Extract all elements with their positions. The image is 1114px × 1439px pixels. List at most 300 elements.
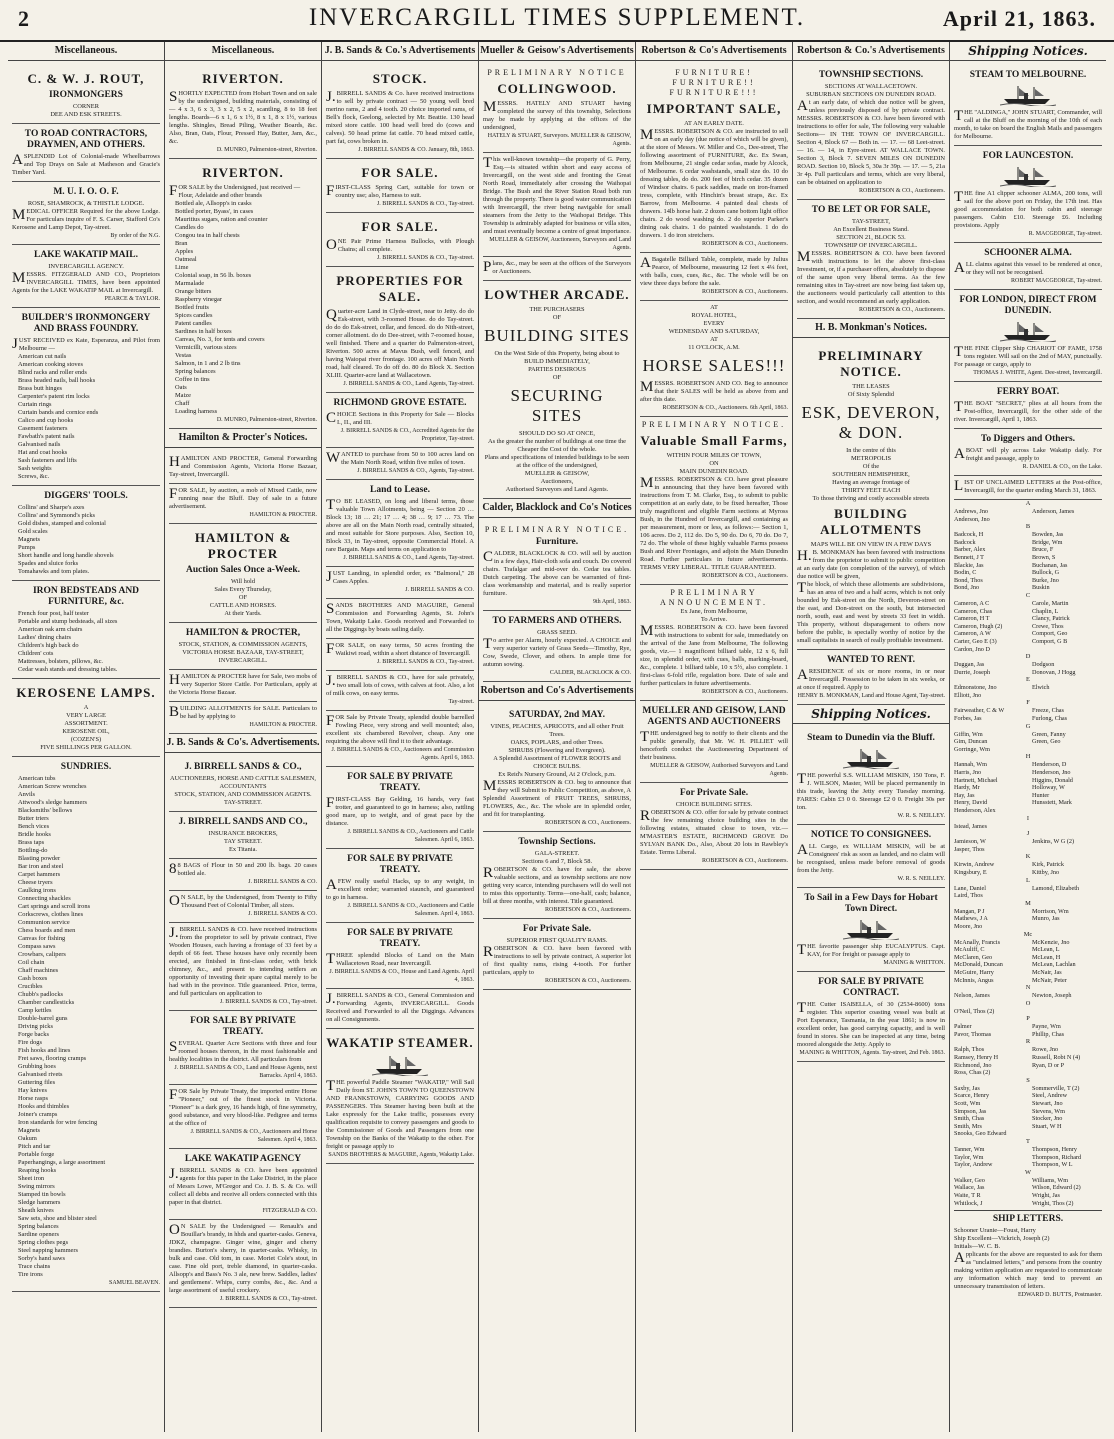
letter-group-heading: F (1026, 699, 1030, 707)
list-item: Mattresses, bolsters, pillows, &c. (18, 658, 104, 665)
ad-body: 88 BAGS of Flour in 50 and 200 lb. bags. 20 cases bottled ale. (169, 861, 317, 877)
addressee-name: Wright, Jas (1032, 1191, 1060, 1199)
letter-name-row (954, 623, 1102, 631)
ad-kicker: PRELIMINARY NOTICE. (641, 420, 787, 429)
letter-name-row (954, 554, 1102, 562)
ad-signature: J. BIRRELL SANDS & CO., Land Agents, Tay-street. (343, 381, 474, 387)
ad-subline: ASSORTMENT. (64, 720, 108, 727)
addressee-name: Smith, Chas (954, 1115, 985, 1123)
advertisement (169, 670, 317, 702)
ad-title: LAKE WAKATIP MAIL. (34, 250, 138, 260)
ad-body: ALL claims against this vessel to be rendered at once, or they will not be recognised. (954, 260, 1102, 276)
ad-title: TO ROAD CONTRACTORS, DRAYMEN, AND OTHERS. (24, 129, 148, 150)
advertisement (169, 757, 317, 812)
letter-name-row (954, 646, 1102, 654)
ad-body: MESSRS. FITZGERALD AND CO., Proprietors INVERCARGILL TIMES, have been appointed Agents for the LAKE WAKATIP MAIL at Invercargill. (12, 270, 160, 294)
addressee-name: Brown, S (1032, 553, 1056, 561)
ad-signature: D. MUNRO, Palmerston-street, Riverton. (216, 147, 317, 153)
list-item: Flour, Adelaide and other brands (178, 192, 263, 199)
ad-signature: SAMUEL BEAVEN. (108, 1280, 160, 1286)
advertisement (483, 153, 631, 257)
ad-body: J.BIRRELL SANDS & CO. have been appointed agents for this paper in the Lake District, in the place of Messrs Lowe, M'Gregor and Co. J. B. S. & Co. will collect all debts and receive all orders connected with this paper in that district. (169, 1166, 317, 1206)
addressee-name: Duggan, Jas (954, 661, 985, 669)
ad-signature: SANDS BROTHERS & MAGUIRE, Agents, Wakatip Lake. (328, 1152, 474, 1158)
list-item: Bottling-do (18, 847, 48, 854)
ad-subline: ON (709, 460, 719, 467)
addressee-name: Tanner, Wm (954, 1146, 985, 1153)
ad-kicker: PRELIMINARY ANNOUNCEMENT. (660, 588, 768, 607)
ad-subline: GRASS SEED. (537, 629, 577, 636)
ad-title: J. BIRRELL SANDS & CO., (184, 762, 302, 772)
advertisement (326, 639, 474, 671)
addressee-name: Green, Fanny (1032, 730, 1066, 738)
letter-name-row (954, 569, 1102, 577)
ad-body: At an early date, of which due notice will be given, unless previously disposed of by private contract. MESSRS. ROBERTSON & CO. have been favored with instructions to offer for sale, The following very valuable Sections— IN THE TOWN OF INVERCARGILL. Section 4, Block 67 — Both in. — 17. — 68 Leet-street. — 16. — 14, in Eyre-street. AT WALLACE TOWN. Section 3, Block 7. SEVEN MILES ON DUNEDIN ROAD. Section 10, Block 5, 30a 3r 39p. — 17. — 5, 21a 3r 4p. Full particulars and terms, which are very liberal, can be obtained on application to (797, 98, 945, 186)
letter-name-row (954, 731, 1102, 739)
advertisement (12, 308, 160, 486)
letter-group-heading: T (1026, 1138, 1030, 1145)
advertisement (954, 65, 1102, 146)
letter-name-row (954, 584, 1102, 592)
column-heading: Robertson & Co.'s Advertisements (793, 42, 949, 61)
list-item: Gold scales (18, 528, 48, 535)
ad-subline: SECTION 21, BLOCK 53. (836, 234, 906, 241)
ad-subline: STOCK, STATION, AND COMMISSION AGENTS. (174, 791, 312, 798)
ad-signature: D. MUNRO, Palmerston-street, Riverton. (216, 417, 317, 423)
addressee-name: Cameron, Chas (954, 607, 993, 615)
ad-body: MESSRS. ROBERTSON & CO. have been favored with instructions to submit for sale, immediately on the arrival of the Jane from Melbourne, The following goods, viz.— 1 magnificent billiard table, 12 x 6, full size, in splendid order, with cues, balls, marking-board, &c., complete. 1 billiard table, 10 x 5½, also complete. 1 first-class 6-fold rifle, regulation bore. Date of sale and further particulars in future advertisements. (640, 623, 788, 687)
list-item: Salmon, in 1 and 2 lb tins (175, 360, 241, 367)
section-heading: Robertson and Co's Advertisements (479, 682, 635, 701)
advertisement (797, 972, 945, 1062)
ad-body: THE powerful Paddle Steamer "WAKATIP," Will Sail Daily from ST. JOHN'S TOWN TO QUEENSTOWN AND FRANKSTOWN, CARRYING GOODS AND PASSENGERS. This Steamer having been built at the Lake expressly for the Lake traffic, possesses every qualification requisite to convey passengers and goods to the Commissioner of Goods and Passengers from one Township on the Banks of the Wakatip to the other. For freight or passage apply to (326, 1078, 474, 1150)
addressee-name: Comport, Geo (1032, 630, 1068, 638)
letter-name-row (954, 846, 1102, 854)
advertisement (326, 767, 474, 849)
ad-headline: FOR SALE. (361, 219, 439, 234)
ad-subline: OF (552, 314, 562, 321)
ad-title: To Sail in a Few Days for Hobart Town Direct. (804, 893, 938, 914)
letter-name-row (954, 784, 1102, 792)
column-heading: Miscellaneous. (8, 42, 164, 61)
letter-name-row (954, 630, 1102, 638)
letter-group-heading: S (1026, 1076, 1030, 1084)
ad-subline: WITHIN FOUR MILES OF TOWN, (666, 452, 762, 459)
ad-signature: MANING & WHITTON, Agents. Tay-street, 2nd Feb. 1863. (799, 1050, 945, 1056)
addressee-name: Steel, Andrew (1032, 1092, 1068, 1100)
addressee-name: Stuart, W H (1032, 1122, 1062, 1130)
letter-group-heading: O (1025, 999, 1031, 1007)
addressee-name: Badcock (954, 538, 976, 546)
ad-subline: Ex Jane, from Melbourne, (680, 608, 748, 615)
advertisement (797, 200, 945, 319)
ad-subline: OAKS, POPLARS, and other Trees. (510, 739, 604, 746)
list-item: Calico and cup hooks (18, 417, 74, 424)
list-item: Chaff (175, 400, 190, 407)
ad-subline: EVERY (703, 320, 725, 327)
addressee-name: Buskin (1032, 584, 1050, 592)
letter-name-row (954, 746, 1102, 754)
list-item: Blacksmiths' bellows (18, 807, 73, 814)
ad-subline: A (83, 704, 89, 711)
list-item: Guttering files (18, 1079, 56, 1086)
ad-signature: J. BIRRELL SANDS & CO., Tay-street. (219, 999, 317, 1005)
advertisement (797, 65, 945, 200)
ad-signature: ROBERTSON & CO., Auctioneers. (702, 689, 788, 695)
addressee-name: Carole, Martin (1032, 599, 1069, 607)
addressee-name: Munro, Jas (1032, 915, 1060, 923)
list-item: American cooking stoves (18, 361, 83, 368)
addressee-name: Anderson, James (1032, 508, 1075, 515)
list-item: Spades and sluice forks (18, 560, 79, 567)
ad-subline: BUILD IMMEDIATELY, (524, 358, 590, 365)
ad-display-line: HORSE SALES!!! (642, 356, 786, 375)
ad-title: M. U. I. O. O. F. (53, 187, 119, 197)
advertisement (169, 859, 317, 891)
list-item: Corkscrews, clothes lines (18, 911, 84, 918)
divider (954, 1210, 1102, 1211)
letter-name-row (954, 992, 1102, 1000)
addressee-name (1032, 516, 1102, 524)
advertisement (326, 65, 474, 159)
advertisement (12, 486, 160, 581)
advertisement (483, 281, 631, 499)
letter-name-row (954, 1023, 1102, 1031)
advertisement (169, 812, 317, 859)
ad-subline: SUPERIOR FIRST QUALITY RAMS. (506, 937, 608, 944)
ad-title: For Private Sale. (522, 924, 592, 934)
ad-signature: By order of the N.G. (110, 233, 160, 239)
addressee-name: Henderson, Alex (954, 807, 996, 814)
addressee-name: McClaren, Geo (954, 953, 993, 961)
letter-group-heading: J (1026, 830, 1030, 838)
addressee-name: Cardon, Jno D (954, 645, 990, 653)
addressee-name: Hunter (1032, 791, 1050, 799)
addressee-name: Ralph, Thos (954, 1046, 985, 1054)
ad-body: BUILDING ALLOTMENTS for SALE. Particulars to be had by applying to (169, 704, 317, 720)
section-heading: Shipping Notices. (793, 705, 949, 724)
advertisement (954, 382, 1102, 429)
list-item: Communion service (18, 919, 70, 926)
ad-headline: FOR SALE. (361, 165, 439, 180)
ad-headline: RIVERTON. (202, 71, 284, 86)
ad-body: ONE Pair Prime Harness Bullocks, with Plough Chains; all complete. (326, 237, 474, 253)
ad-title: TOWNSHIP SECTIONS. (818, 70, 924, 80)
addressee-name: O'Neil, Thos (2) (954, 1007, 995, 1015)
addressee-name: Ryan, D or P (1032, 1061, 1065, 1069)
ad-signature: ROBERTSON & CO., Auctioneers. (545, 820, 631, 826)
ad-body: THE favorite passenger ship EUCALYPTUS. Capt. KAY, for For freight or passage apply to (797, 942, 945, 958)
ad-title: FOR SALE BY PRIVATE TREATY. (347, 772, 453, 793)
addressee-name: Lamond, Elizabeth (1032, 884, 1080, 892)
addressee-name: Elwich (1032, 684, 1050, 692)
advertisement (326, 159, 474, 213)
ad-signature: W. R. S. NEILLEY. (897, 813, 945, 819)
letter-name-row (954, 1054, 1102, 1062)
ad-title: FOR LONDON, DIRECT FROM DUNEDIN. (959, 295, 1097, 316)
ad-signature: 9th April, 1863. (592, 599, 631, 605)
section-heading: Calder, Blacklock and Co's Notices (479, 499, 635, 518)
ad-subline: MAPS WILL BE ON VIEW IN A FEW DAYS (810, 541, 932, 548)
ad-subline: THIRTY FEET EACH (841, 487, 901, 494)
list-item: Spices candles (175, 312, 213, 319)
list-item: Joiner's cramps (18, 1111, 58, 1118)
ad-subline: MUELLER & GEISOW, (524, 470, 590, 477)
addressee-name: McNair, Peter (1032, 976, 1067, 984)
ad-signature: MUELLER & GEISOW, Auctioneers, Surveyors and Land Agents. (489, 237, 631, 251)
advertisement (797, 342, 945, 650)
list-item: Reaping hooks (18, 1167, 57, 1174)
column-heading: Mueller & Geisow's Advertisements (479, 42, 635, 61)
list-item: Fret saws, flooring cramps (18, 1055, 87, 1062)
letter-name-row (954, 792, 1102, 800)
addressee-name: Morrison, Wm (1032, 907, 1069, 915)
addressee-name: Bullock, G (1032, 569, 1060, 577)
ad-body: MESSRS. HATELY AND STUART having completed the survey of this township, Selections may be made by applying at the offices of the undersigned, (483, 99, 631, 131)
list-item: Trace chains (18, 1263, 51, 1270)
advertisement (12, 757, 160, 1292)
item-list (12, 353, 160, 481)
advertisement (483, 705, 631, 832)
ad-body: HAMILTON AND PROCTER, General Forwarding and Commission Agents, Victoria Horse Bazaar, Tay-street, Invercargill. (169, 454, 317, 478)
advertisement (326, 711, 474, 767)
ad-title: STEAM TO MELBOURNE. (969, 70, 1087, 80)
addressee-name (1032, 746, 1102, 754)
list-item: Hay knives (18, 1087, 47, 1094)
list-item: Forge backs (18, 1031, 49, 1038)
addressee-name: Kittby, Jno (1032, 868, 1060, 876)
list-item: Bottled ale, Allsopp's in casks (175, 200, 252, 207)
letter-name-row (954, 977, 1102, 985)
ad-subline: INSURANCE BROKERS, (208, 830, 278, 837)
letter-group-heading: W (1024, 1168, 1032, 1176)
advertisement (954, 429, 1102, 476)
list-item: French four post, half tester (18, 610, 89, 617)
list-item: Casement fasteners (18, 425, 68, 432)
ad-subline: To Arrive. (700, 616, 728, 623)
ad-subline: ROYAL HOTEL, (691, 312, 737, 319)
ad-title: FOR SALE BY PRIVATE TREATY. (347, 854, 453, 875)
ship-illustration-icon (1000, 165, 1056, 187)
list-item: Chubb's padlocks (18, 991, 63, 998)
ad-body: TO BE LEASED, on long and liberal terms, those valuable Town Allotments, being — Section 20 … Block 13; 18 … 21; 17 … 4; 38 … 9; 17 … 73. The above are all on the Main North road, centrally situated, and most suitable for Store purposes. Also, Section 10, Block 33, in Tay-street, opposite Commercial Hotel. A rare Bargain. Maps and terms on application to (326, 497, 474, 553)
letter-group-heading: Mc (1023, 930, 1033, 938)
letter-name-row (954, 508, 1102, 516)
advertisement (954, 290, 1102, 382)
addressee-name: Hunsstett, Mark (1032, 799, 1072, 807)
list-item: Bottled porter, Byass', in cases (175, 208, 254, 215)
addressee-name: McInnis, Angus (954, 976, 994, 984)
advertisement (326, 480, 474, 567)
ad-subline: THE PURCHASERS (529, 306, 585, 313)
addressee-name: Higgins, Donald (1032, 776, 1073, 784)
ad-subline: SOUTHERN HEMISPHERE, (832, 471, 910, 478)
letter-name-row (954, 908, 1102, 916)
ad-subline: Auctioneers, (540, 478, 574, 485)
list-item: Gold dishes, stamped and colonial (18, 520, 106, 527)
addressee-name: Nelson, James (954, 992, 990, 1000)
list-item: Oatmeal (175, 256, 197, 263)
letter-group-heading: P (1026, 1015, 1030, 1023)
letter-name-row (954, 562, 1102, 570)
ad-signature: FITZGERALD & CO. (262, 1208, 317, 1214)
advertisement (640, 783, 788, 870)
letter-group-heading: A (1025, 500, 1031, 507)
advertisement (12, 124, 160, 182)
newspaper-title: INVERCARGILL TIMES SUPPLEMENT. (308, 4, 806, 31)
ad-subline: AT AN EARLY DATE. (684, 120, 744, 127)
list-item: Portable forge (18, 1151, 55, 1158)
addressee-name: Thompson, Henry (1032, 1146, 1078, 1153)
addressee-name (1032, 807, 1102, 815)
addressee-name: Smith, Mrs (954, 1122, 982, 1130)
addressee-name: Hay, Jas (954, 791, 975, 799)
ad-body: J.BIRRELL SANDS & CO., General Commission and Forwarding Agents, INVERCARGILL. Goods Received and Forwarded to all the Diggings. Advances on all Consignments. (326, 991, 474, 1023)
ad-subline: AT (710, 304, 718, 311)
ad-subline: Sales Every Thursday, (214, 586, 272, 593)
ad-headline: HAMILTON & PROCTER (194, 530, 292, 561)
list-item: Canvas, No. 3, for tents and covers (175, 336, 265, 343)
list-item: Canvas for fishing (18, 935, 66, 942)
addressee-name: McLean, H (1032, 953, 1061, 961)
addressee-name: Holloway, W (1032, 784, 1065, 792)
list-item: Brass butt hinges (18, 385, 63, 392)
ad-display-line: BUILDING SITES (484, 326, 630, 345)
list-item: Galvanised rivets (18, 1071, 63, 1078)
letter-name-row (954, 1008, 1102, 1016)
ad-headline: KEROSENE LAMPS. (16, 685, 156, 700)
ad-title: IRON BEDSTEADS AND FURNITURE, &c. (32, 586, 140, 607)
ship-illustration-icon (843, 747, 899, 769)
advertisement (326, 567, 474, 599)
ad-body: SANDS BROTHERS AND MAGUIRE, General Commission and Forwarding Agents, St. John's Town, Wakatip Lake. Goods received and Forwarded to all the Diggings by boats sailing daily. (326, 601, 474, 633)
ad-signature: J. BIRRELL SANDS & CO., Auctioneers and Horse Salesmen. April 4, 1863. (190, 1129, 317, 1143)
ad-signature: PEARCE & TAYLOR. (104, 296, 160, 302)
ad-subline: ROSE, SHAMROCK, & THISTLE LODGE. (27, 200, 145, 207)
addressee-name: Cameron, A C (954, 599, 990, 607)
letter-name-row (954, 1031, 1102, 1039)
addressee-name: Fairweather, C & W (954, 707, 1005, 715)
ad-signature: J. BIRRELL SANDS & CO. January, 8th, 1863. (358, 147, 474, 153)
ad-subline: DEE AND ESK STREETS. (50, 111, 122, 118)
addressee-name: McLean, Lachlan (1032, 961, 1076, 969)
ad-title: WANTED TO RENT. (827, 655, 915, 665)
advertisement (483, 522, 631, 611)
list-item: Orange bitters (175, 288, 212, 295)
ad-signature: HAMILTON & PROCTER. (249, 722, 317, 728)
advertisement (326, 989, 474, 1029)
ad-signature: J. BIRRELL SANDS & CO., Land and House Agents, next Barracks. April 4, 1863. (174, 1065, 317, 1079)
letter-name-row (954, 684, 1102, 692)
column-heading: Miscellaneous. (165, 42, 321, 61)
letter-name-row (954, 608, 1102, 616)
addressee-name: Andrews, Jno (954, 508, 989, 515)
list-item: Double-barrel guns (18, 1015, 68, 1022)
letter-group-heading: B (1025, 523, 1031, 531)
ad-title: HAMILTON & PROCTER, (185, 628, 301, 638)
list-item: Tomahawks and tom plates. (18, 568, 90, 575)
advertisement (169, 524, 317, 623)
addressee-name: Stewart, Jno (1032, 1100, 1063, 1108)
ad-body: CHOICE Sections in this Property for Sale — Blocks I., II., and III. (326, 410, 474, 426)
ad-body: JUST Landing, in splendid order, ex "Balmoral," 28 Cases Apples. (326, 569, 474, 585)
ad-signature: ROBERTSON & CO., Auctioneers. (859, 188, 945, 194)
addressee-name: Bruce, F (1032, 546, 1054, 554)
ad-body: FIRST-CLASS Bay Gelding, 16 hands, very fast trotter, and guaranteed to go in harness; also, rattling good mare, up to weight, and of great pace by the distance. (326, 795, 474, 827)
list-item: Patent candles (175, 320, 212, 327)
advertisement (640, 301, 788, 417)
addressee-name: Harris, Jno (954, 769, 982, 777)
addressee-name (1032, 646, 1102, 654)
ad-signature: J. BIRRELL SANDS & CO. (248, 879, 317, 885)
list-item: Vestas (175, 352, 192, 359)
addressee-name: Stocker, Jno (1032, 1115, 1063, 1123)
list-item: Lime (175, 264, 189, 271)
list-item: Spring balances (18, 1223, 59, 1230)
ad-body: To arrive per Alarm, hourly expected. A CHOICE and very superior variety of Grass Seeds—Timothy, Rye, Cow, Swede, Clover, and others. In ample time for autumn sowing. (483, 636, 631, 668)
letter-name-row (954, 1062, 1102, 1070)
list-item: Spring balances (175, 368, 216, 375)
letter-group-heading: D (1025, 653, 1031, 661)
ad-subline: Sections 6 and 7, Block 58. (521, 858, 593, 865)
addressee-name: Taylor, Wm (954, 1153, 984, 1161)
column-6 (793, 42, 950, 1432)
letter-name-row (954, 638, 1102, 646)
ad-signature: J. BIRRELL SANDS & CO., Accredited Agents for the Proprietor, Tay-street. (340, 428, 474, 442)
list-item: Coil chain (18, 959, 45, 966)
letter-name-row (954, 861, 1102, 869)
addressee-name (1032, 892, 1102, 900)
ad-subline: On the West Side of this Property, being about to (494, 350, 620, 357)
addressee-name: Carter, Geo E (3) (954, 637, 997, 645)
ad-body: ALL Cargo, ex WILLIAM MISKIN, will be at Consignees' risk as soon as landed, and no claim will be recognised, unless made before removal of goods from the Jetty. (797, 842, 945, 874)
advertisement (326, 923, 474, 989)
letter-name-row (954, 923, 1102, 931)
addressee-name: Wallace, Jas (954, 1184, 985, 1192)
list-item: Brass headed nails, ball hooks (18, 377, 96, 384)
list-item: Caulking irons (18, 887, 56, 894)
advertisement (12, 182, 160, 245)
addressee-name: McDonald, Duncan (954, 961, 1003, 969)
list-item: Crowbars, calipers (18, 951, 66, 958)
ad-signature: ROBERTSON & CO., Auctioneers. (545, 978, 631, 984)
advertisement (483, 832, 631, 919)
addressee-name (1032, 692, 1102, 700)
advertisement (954, 146, 1102, 243)
addressee-name: Gim, Duncan (954, 738, 988, 746)
ad-subline: Of Sixty Splendid (847, 391, 895, 398)
list-item: American tubs (18, 775, 56, 782)
addressee-name: Wilson, Edward (2) (1032, 1184, 1081, 1192)
list-item: Bridle hooks (18, 831, 51, 838)
list-item: Short handle and long handle shovels (18, 552, 114, 559)
ad-signature: J. BIRRELL SANDS & CO., Auctioneers and Cattle Salesmen. April 6, 1863. (347, 829, 474, 843)
ad-title: TO FARMERS AND OTHERS. (492, 616, 622, 626)
ad-body: MESSRS. ROBERTSON & CO. are instructed to sell on an early day (due notice of which will be given), at the store of Messrs. W. Miller and Co., Dee-street, The following assortment of FURNITURE, &c. Ex Swan, from Melbourne, 21 single cedar sofas, made by Alcock, of Melbourne. 6 cedar washstands, small size do. 10 do dressing tables, do do. 200 feet of birch cedar. 35 dozen of Windsor chairs. 6 pack saddles, made on iron-framed tress, complete, with Hinchin's breast straps, &c. Ex Barrow, from Melbourne. 4 painted deal chests of drawers. 14lb horse hair. 2 dozen cane bottom light office chairs. 2 do wood washing do. 2 do superior Parker's dining oak chairs. 1 do painted washstands. 1 do do drawers. 1 do iron stretchers. (640, 127, 788, 239)
ad-subline: OF (552, 374, 562, 381)
addressee-name: Clancy, Patrick (1032, 615, 1070, 623)
list-item: Loading harness (175, 408, 218, 415)
addressee-name: Hartnett, Michael (954, 776, 998, 784)
letter-name-row (954, 1069, 1102, 1077)
ad-title: Land to Lease. (370, 485, 430, 495)
ad-display-line: ESK, DEVERON, & DON. (801, 403, 941, 442)
ad-headline: WAKATIP STEAMER. (326, 1035, 474, 1050)
addressee-name: Badcock, H (954, 531, 984, 539)
ad-title: To Diggers and Others. (980, 434, 1076, 444)
letter-name-row (954, 539, 1102, 547)
addressee-name: Bridge, Wm (1032, 538, 1063, 546)
